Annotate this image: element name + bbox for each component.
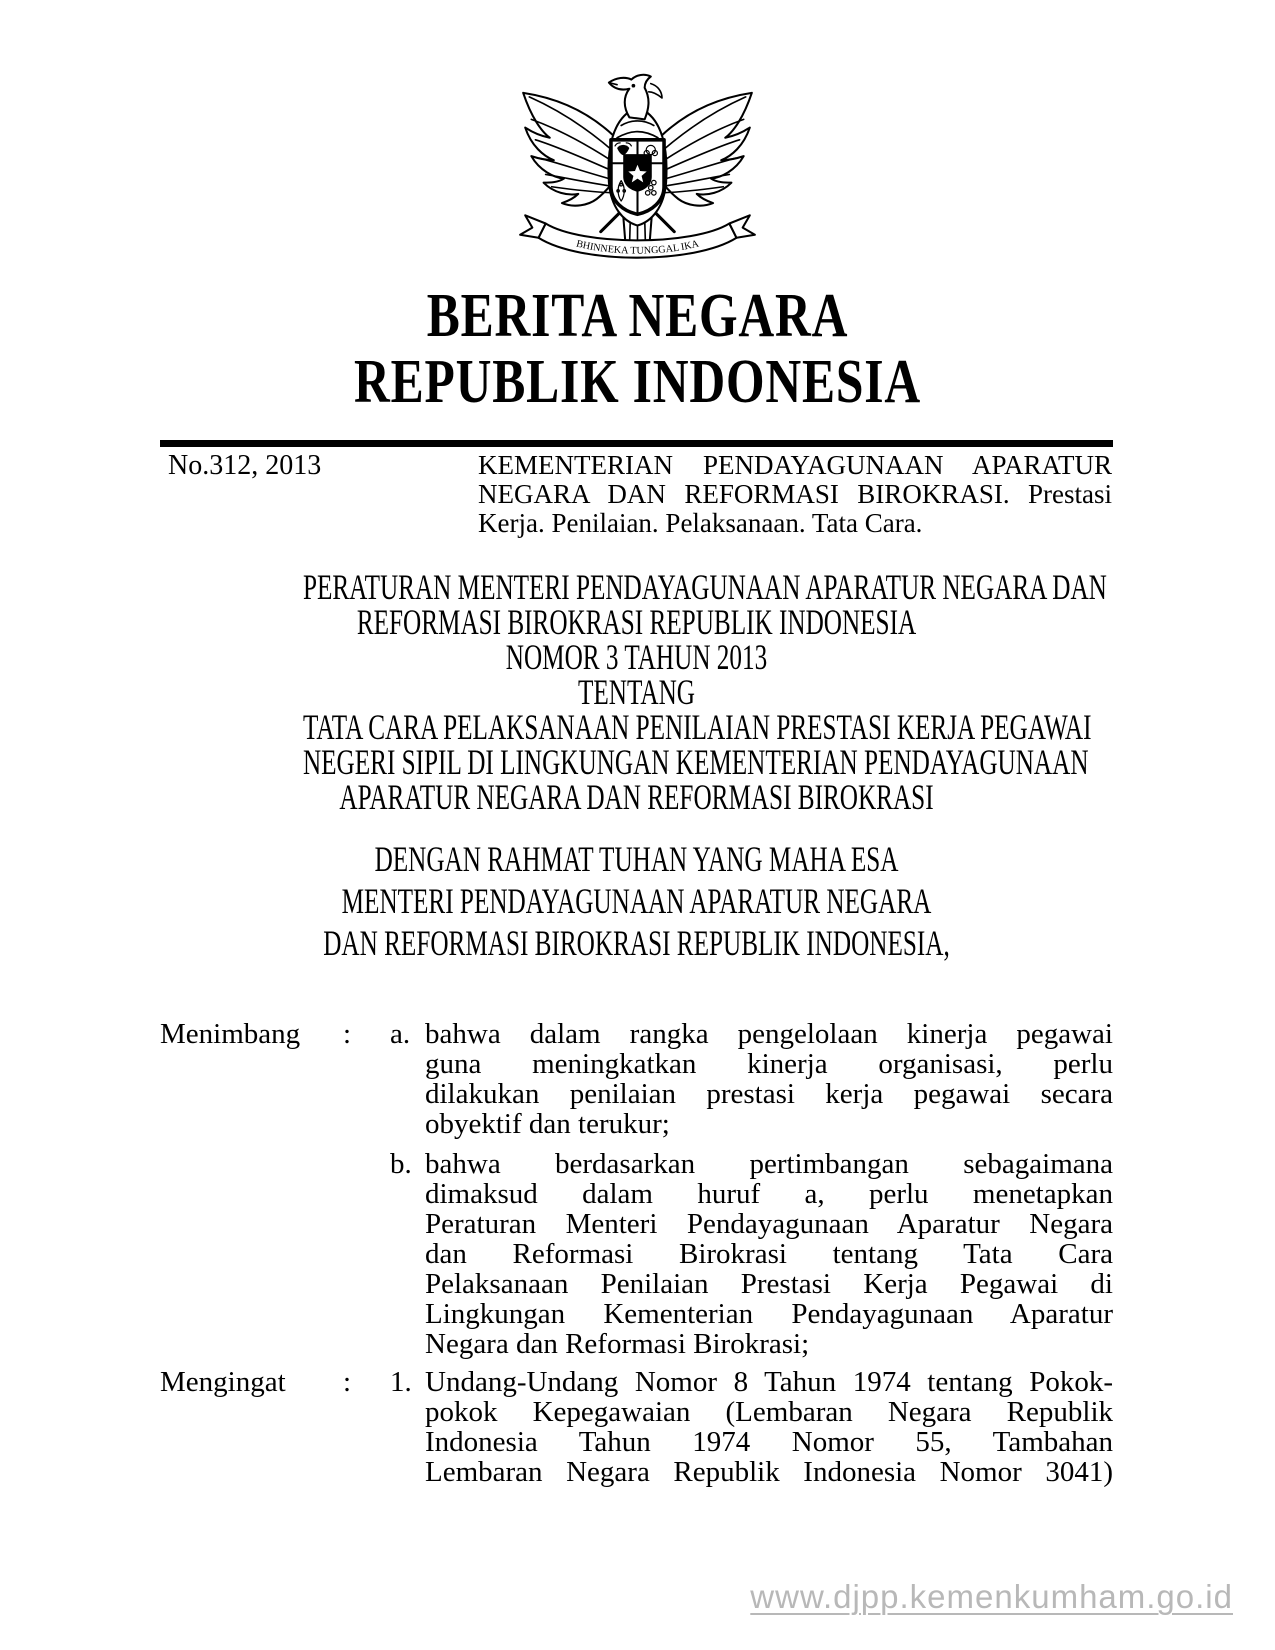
masthead-divider-rule xyxy=(160,440,1113,447)
menimbang-item-a-text: bahwa dalam rangka pengelolaan kinerja pegawai guna meningkatkan kinerja organisasi, perlu dilakukan penilaian prestasi kerja pegawai secara obyektif dan terukur; xyxy=(425,1018,1113,1140)
mengingat-item-1-marker: 1. xyxy=(390,1366,412,1398)
mengingat-label: Mengingat xyxy=(160,1366,286,1398)
emblem-motto: BHINNEKA TUNGGAL IKA xyxy=(575,238,700,257)
mengingat-item-1-text: Undang-Undang Nomor 8 Tahun 1974 tentang Pokok- pokok Kepegawaian (Lembaran Negara Republik Indonesia Tahun 1974 Nomor 55, Tambahan Lembaran Negara Republik Indonesia Nomor 3041) xyxy=(425,1366,1113,1488)
garuda-pancasila-emblem xyxy=(515,72,760,277)
menimbang-colon: : xyxy=(343,1018,352,1050)
masthead-title xyxy=(128,283,1148,415)
preamble-invocation: DENGAN RAHMAT TUHAN YANG MAHA ESA MENTERI PENDAYAGUNAAN APARATUR NEGARA DAN REFORMASI BIROKRASI REPUBLIK INDONESIA, xyxy=(323,839,950,963)
regulation-title: PERATURAN MENTERI PENDAYAGUNAAN APARATUR NEGARA DAN REFORMASI BIROKRASI REPUBLIK INDONESIA NOMOR 3 TAHUN 2013 TENTANG TATA CARA PELAKSANAAN PENILAIAN PRESTASI KERJA PEGAWAI NEGERI SIPIL DI LINGKUNGAN KEMENTERIAN PENDAYAGUNAAN APARATUR NEGARA DAN REFORMASI BIROKRASI xyxy=(302,567,1107,817)
mengingat-section xyxy=(160,1367,1113,1487)
gazette-number: No.312, 2013 xyxy=(168,450,322,481)
masthead-line1: BERITA NEGARA xyxy=(426,282,849,350)
menimbang-item-b-marker: b. xyxy=(390,1148,412,1180)
mengingat-colon: : xyxy=(343,1366,352,1398)
menimbang-item-b-text: bahwa berdasarkan pertimbangan sebagaimana dimaksud dalam huruf a, perlu menetapkan Peraturan Menteri Pendayagunaan Aparatur Negara dan Reformasi Birokrasi tentang Tata Cara Pelaksanaan Penilaian Prestasi Kerja Pegawai di Lingkungan Kementerian Pendayagunaan Aparatur Negara dan Reformasi Birokrasi; xyxy=(425,1148,1113,1360)
masthead-line2: REPUBLIK INDONESIA xyxy=(354,348,921,416)
menimbang-item-a-marker: a. xyxy=(390,1018,411,1050)
menimbang-label: Menimbang xyxy=(160,1018,301,1050)
watermark-url: www.djpp.kemenkumham.go.id xyxy=(750,1578,1233,1615)
menimbang-section xyxy=(160,1019,1113,1359)
subject-abstract: KEMENTERIAN PENDAYAGUNAAN APARATUR NEGARA DAN REFORMASI BIROKRASI. Prestasi Kerja. Penilaian. Pelaksanaan. Tata Cara. xyxy=(478,450,1112,538)
